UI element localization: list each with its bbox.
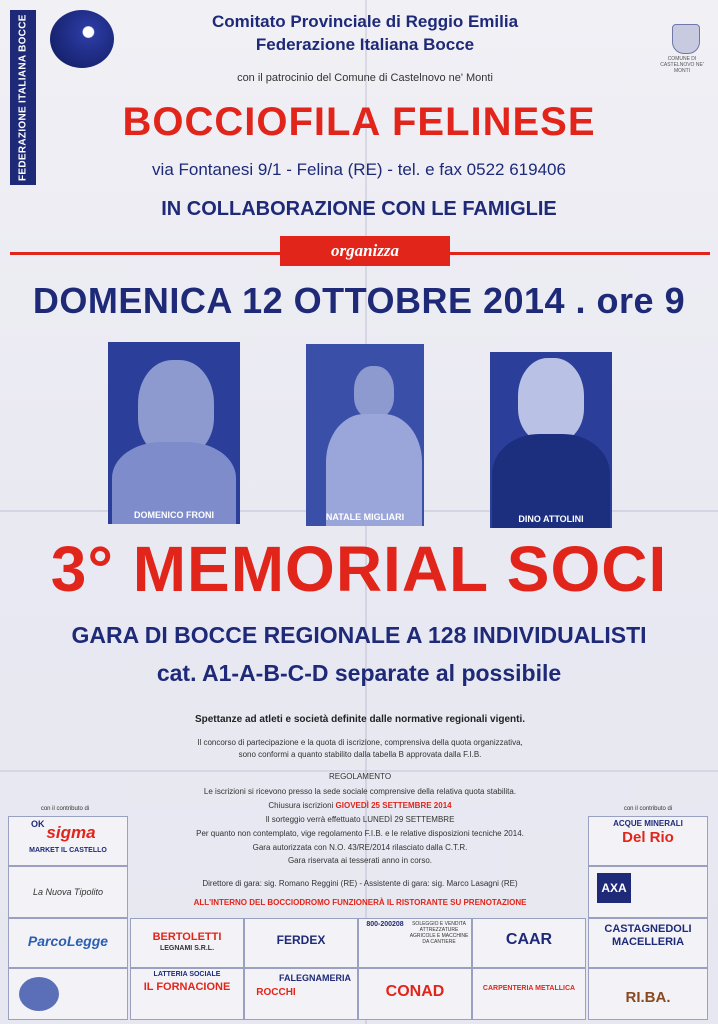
rules-text: Il sorteggio verrà effettuato LUNEDÌ 29 SETTEMBRE	[265, 815, 455, 824]
memorial-photo	[108, 342, 240, 524]
sponsor-text: La Nuova Tipolito	[33, 887, 103, 897]
memorial-photo	[306, 344, 424, 526]
sponsor-text: LATTERIA SOCIALE	[153, 971, 221, 978]
municipal-crest-icon	[672, 24, 700, 54]
sponsor-text: ROCCHI	[256, 987, 296, 998]
restaurant-notice: ALL'INTERNO DEL BOCCIODROMO FUNZIONERÀ IL RISTORANTE SU PRENOTAZIONE	[193, 898, 527, 907]
organizza-badge: organizza	[280, 236, 450, 266]
rules-text: Il concorso di partecipazione e la quota di iscrizione, comprensiva della quota organizzativa,	[197, 738, 523, 747]
committee-name: Comitato Provinciale di Reggio Emilia	[211, 12, 519, 31]
rules-text: Gara autorizzata con N.O. 43/RE/2014 rilasciato dalla C.T.R.	[252, 843, 468, 852]
sponsor-soleggio	[358, 918, 472, 968]
federation-side-strip: FEDERAZIONE ITALIANA BOCCE	[10, 10, 36, 185]
sponsor-text: CONAD	[385, 983, 445, 1000]
sponsor-bertoletti	[130, 918, 244, 968]
sponsor-text: RI.BA.	[625, 989, 671, 1006]
sponsor-text: CARPENTERIA METALLICA	[482, 985, 576, 992]
sponsor-box-logo	[8, 968, 128, 1020]
rules-text: Le iscrizioni si ricevono presso la sede sociale comprensive della relativa quota stabilita.	[203, 787, 517, 796]
closing-date: GIOVEDÌ 25 SETTEMBRE 2014	[335, 801, 452, 810]
portrait-head	[518, 358, 584, 442]
sponsor-text: FERDEX	[276, 933, 326, 947]
sponsor-text: OK	[31, 819, 45, 829]
portrait-head	[354, 366, 394, 418]
event-categories: cat. A1-A-B-C-D separate al possibile	[156, 660, 562, 686]
event-date: DOMENICA 12 OTTOBRE 2014 . ore 9	[32, 280, 686, 321]
sponsor-text: MARKET IL CASTELLO	[29, 847, 107, 854]
event-subtitle: GARA DI BOCCE REGIONALE A 128 INDIVIDUALISTI	[71, 622, 647, 648]
sponsor-falegnameria	[244, 968, 358, 1020]
sponsor-riba	[588, 968, 708, 1020]
sponsor-label: con il contributo di	[40, 806, 90, 812]
collaboration-line: IN COLLABORAZIONE CON LE FAMIGLIE	[161, 198, 557, 220]
sponsor-del-rio	[588, 816, 708, 866]
rules-text: Chiusura iscrizioni	[268, 801, 336, 810]
rules-closing-line	[100, 801, 620, 810]
sponsor-logo-icon	[19, 977, 59, 1011]
sponsor-nuova-tipolito	[8, 866, 128, 918]
portrait-body	[326, 414, 422, 526]
sponsor-conad	[358, 968, 472, 1020]
sponsor-text: sigma	[46, 823, 96, 842]
sponsor-text: LEGNAMI S.R.L.	[159, 945, 215, 952]
photo-caption: DINO ATTOLINI	[518, 514, 584, 524]
rules-text: Gara riservata ai tesserati anno in corso.	[287, 856, 433, 865]
sponsor-text: SOLEGGIO E VENDITA ATTREZZATURE AGRICOLE E MACCHINE DA CANTIERE	[409, 921, 469, 945]
sponsor-text: ParcoLegge	[27, 933, 109, 949]
sponsor-text: CASTAGNEDOLI	[604, 923, 692, 935]
sponsor-castagnedoli	[588, 918, 708, 968]
rules-heading: REGOLAMENTO	[328, 772, 392, 781]
photo-caption: NATALE MIGLIARI	[325, 512, 405, 522]
sponsor-text: 800-200208	[366, 921, 404, 928]
sponsor-axa	[588, 866, 708, 918]
photo-caption: DOMENICO FRONI	[134, 510, 214, 520]
sponsor-text: AXA	[597, 873, 631, 903]
sponsor-text: FALEGNAMERIA	[279, 973, 351, 983]
memorial-photo	[490, 352, 612, 528]
federation-name: Federazione Italiana Bocce	[255, 35, 475, 54]
sponsor-label: con il contributo di	[623, 806, 673, 812]
sponsor-parco	[8, 918, 128, 968]
sponsor-text: IL FORNACIONE	[143, 981, 231, 993]
rules-text: sono conformi a quanto stabilito dalla tabella B approvata dalla F.I.B.	[238, 750, 482, 759]
sponsor-text: CAAR	[505, 931, 553, 948]
sponsor-caar	[472, 918, 586, 968]
sponsor-text: Del Rio	[622, 829, 674, 846]
sponsor-text: MACELLERIA	[611, 936, 685, 948]
patronage-line: con il patrocinio del Comune di Castelnovo ne' Monti	[237, 72, 493, 84]
sponsor-text: BERTOLETTI	[152, 931, 222, 943]
sponsor-carpenteria	[472, 968, 586, 1020]
club-address: via Fontanesi 9/1 - Felina (RE) - tel. e fax 0522 619406	[152, 160, 566, 179]
club-name: BOCCIOFILA FELINESE	[122, 100, 596, 144]
sponsor-ferdex	[244, 918, 358, 968]
bocce-ball-logo-icon	[50, 10, 114, 68]
spettanze-text: Spettanze ad atleti e società definite dalle normative regionali vigenti.	[194, 714, 526, 725]
event-title: 3° MEMORIAL SOCI	[50, 533, 668, 605]
sponsor-fornacione	[130, 968, 244, 1020]
director-line: Direttore di gara: sig. Romano Reggini (RE) - Assistente di gara: sig. Marco Lasagni (RE)	[202, 879, 518, 888]
sponsor-text: ACQUE MINERALI	[613, 819, 683, 828]
rules-text: Per quanto non contemplato, vige regolamento F.I.B. e le relative disposizioni tecniche 2014.	[196, 829, 524, 838]
crest-caption: COMUNE DI CASTELNOVO NE' MONTI	[660, 56, 704, 74]
sponsor-sigma	[8, 816, 128, 866]
